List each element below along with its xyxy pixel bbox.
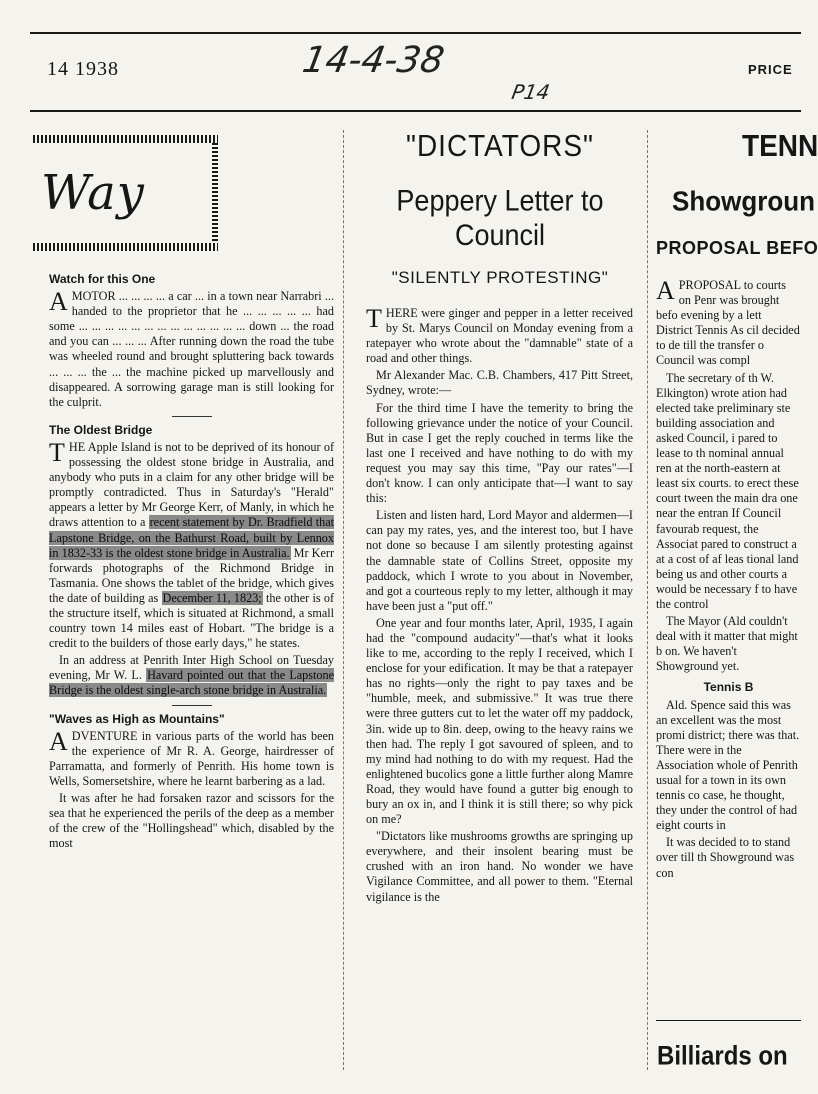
left-column <box>49 266 334 1076</box>
column-title: Way <box>41 165 145 221</box>
masthead-rule <box>30 110 801 112</box>
article-body: One year and four months later, April, 1935, I again had the "compound audacity"—that's what it looks like to me, according to the reply I received, which I enclose for your edification. It may be that a ratepayer has no rights—only the right to pay taxes and be "humble, meek, and submissive." It was true there were three gutters cut to let the water off my paddock, 3in. wide up to 8in. deep, owing to the heavy rains we then had. The reply I got savoured of spleen, and to my mind had nothing to do with my request. Had the enlightened bucolics gone a little further along Mamre Road, they would have found a gutter big enough to bury an ox in, and I think it is still there; so why pick on me? <box>366 615 633 827</box>
article-body: AMOTOR ... ... ... ... a car ... in a town near Narrabri ... handed to the proprietor that he ... ... ... ... ... had some ... ... ... ... ... ... ... ... ... ... ... ... ... down ... the road and you can ... ... ... After running down the road the tube was wheeled round and brought spluttering back towards ... ... ... the ... the machine picked up marvellously and disappeared. A sorrowing garage man is still looking for the culprit. <box>49 287 334 409</box>
handwritten-date: 14-4-38 <box>299 40 448 81</box>
subhead-showground: Showgroun <box>672 184 815 218</box>
top-rule <box>30 32 801 34</box>
price-label: PRICE <box>748 62 793 77</box>
handwritten-page: P14 <box>509 80 552 104</box>
kicker-silently: "SILENTLY PROTESTING" <box>391 268 609 287</box>
highlighted-text: recent statement by Dr. Bradfield that Lapstone Bridge, on the Bathurst Road, built by Lennox in 1832-33 is the oldest stone bridge in Australia. <box>49 515 334 560</box>
divider <box>172 416 212 417</box>
article-body: For the third time I have the temerity to bring the following grievance under the notice of your Council. But in case I get the reply couched in terms like the last one I received and have nothing to do with my request you may say this time, "Pay our rates"—I don't know. I can only anticipate that—I want to say this: <box>366 400 633 506</box>
article-title-watch: Watch for this One <box>49 272 156 286</box>
article-body: Ald. Spence said this was an excellent was the most promi district; there was that. There were in the Association whole of Penrith usual for a town in its own tennis co case, he thought, they under the control of had eight courts in <box>656 697 800 833</box>
divider <box>172 705 212 706</box>
article-body: ADVENTURE in various parts of the world has been the experience of Mr R. A. George, hairdresser of Parramatta, and formerly of Penrith. His home town is Wells, Somersetshire, where he learnt barbering as a lad. <box>49 726 334 788</box>
article-lead: APROPOSAL to courts on Penr was brought befo evening by a lett District Tennis As cil decided to de till the transfer o Council was compl <box>656 276 800 368</box>
highlighted-text: Havard pointed out that the Lapstone Bridge is the oldest single-arch stone bridge in Australia. <box>49 668 334 698</box>
article-body: Mr Alexander Mac. C.B. Chambers, 417 Pitt Street, Sydney, wrote:— <box>366 368 633 398</box>
article-body: The Mayor (Ald couldn't deal with it matter that might b on. We haven't Showground yet. <box>656 614 798 674</box>
subhead-peppery: Peppery Letter to Council <box>396 184 604 252</box>
highlighted-date: December 11, 1823; <box>162 590 262 605</box>
subhead-tennis: Tennis B <box>703 680 754 695</box>
headline-billiards: Billiards on <box>657 1041 788 1072</box>
article-body: The secretary of th W. Elkington) wrote ation had elected take preliminary ste building association and asked Council, i pared to lease to th nominal annual ren at the north-eastern at least six courts. to erect these court tween the main dra one near the entran If Council favourab request, the Associat pared to construct a at a cost of af leas tional land being us and other courts a would be necessary f to have the control <box>656 370 799 611</box>
middle-column <box>366 306 633 1076</box>
column-divider-left <box>343 130 344 1070</box>
article-body: Listen and listen hard, Lord Mayor and aldermen—I can pay my rates, yes, and the interest too, but I have not done so because I am silently protesting against the damnable state of Collins Street, opposite my paddock, which I wrote to you about in November, and got a courteous reply to my letter, although it may have been just a "put off." <box>366 508 633 613</box>
headline-tennis: TENN <box>742 128 818 163</box>
article-body: It was after he had forsaken razor and scissors for the sea that he experienced the perils of the deep as a member of the crew of the "Hollingshead" which, disabled by the most <box>49 791 334 851</box>
kicker-proposal: PROPOSAL BEFO <box>656 238 818 258</box>
bottom-headline-rule <box>656 1020 801 1021</box>
article-title-waves: "Waves as High as Mountains" <box>49 711 225 726</box>
article-title-bridge: The Oldest Bridge <box>49 422 153 437</box>
masthead-date: 14 1938 <box>47 58 119 80</box>
article-lead: THERE were ginger and pepper in a letter received by St. Marys Council on Monday evening from a ratepayer who wrote about the "damnable" state of a road and other things. <box>366 304 633 366</box>
headline-dictators: "DICTATORS" <box>406 128 594 163</box>
article-body: THE Apple Island is not to be deprived of its honour of possessing the oldest stone bridge in Australia, and anybody who puts in a claim for any other bridge will be promptly contradicted. Thus in Saturday's "Herald" appears a letter by Mr George Kerr, of Manly, in which he draws attention to a recent statement by Dr. Bradfield that Lapstone Bridge, on the Bathurst Road, built by Lennox in 1832-33 is the oldest stone bridge in Australia. Mr Kerr forwards photographs of the Richmond Bridge in Tasmania. One shows the tablet of the bridge, which gives the date of building as December 11, 1823; the other is of the structure itself, which is situated at Richmond, a small country town 14 miles east of Hobart. "The bridge is a credit to the builders of those early days," he states. <box>49 437 335 651</box>
right-column <box>656 278 801 1033</box>
article-body: In an address at Penrith Inter High School on Tuesday evening, Mr W. L. Havard pointed out that the Lapstone Bridge is the oldest single-arch stone bridge in Australia. <box>49 653 334 698</box>
article-body: "Dictators like mushrooms growths are springing up everywhere, and their insolent bearing must be crushed with an iron hand. No wonder we have Vigilance Committee, and all power to them. "Eternal vigilance is the <box>366 829 633 904</box>
article-body: It was decided to to stand over till th Showground was con <box>656 835 795 880</box>
